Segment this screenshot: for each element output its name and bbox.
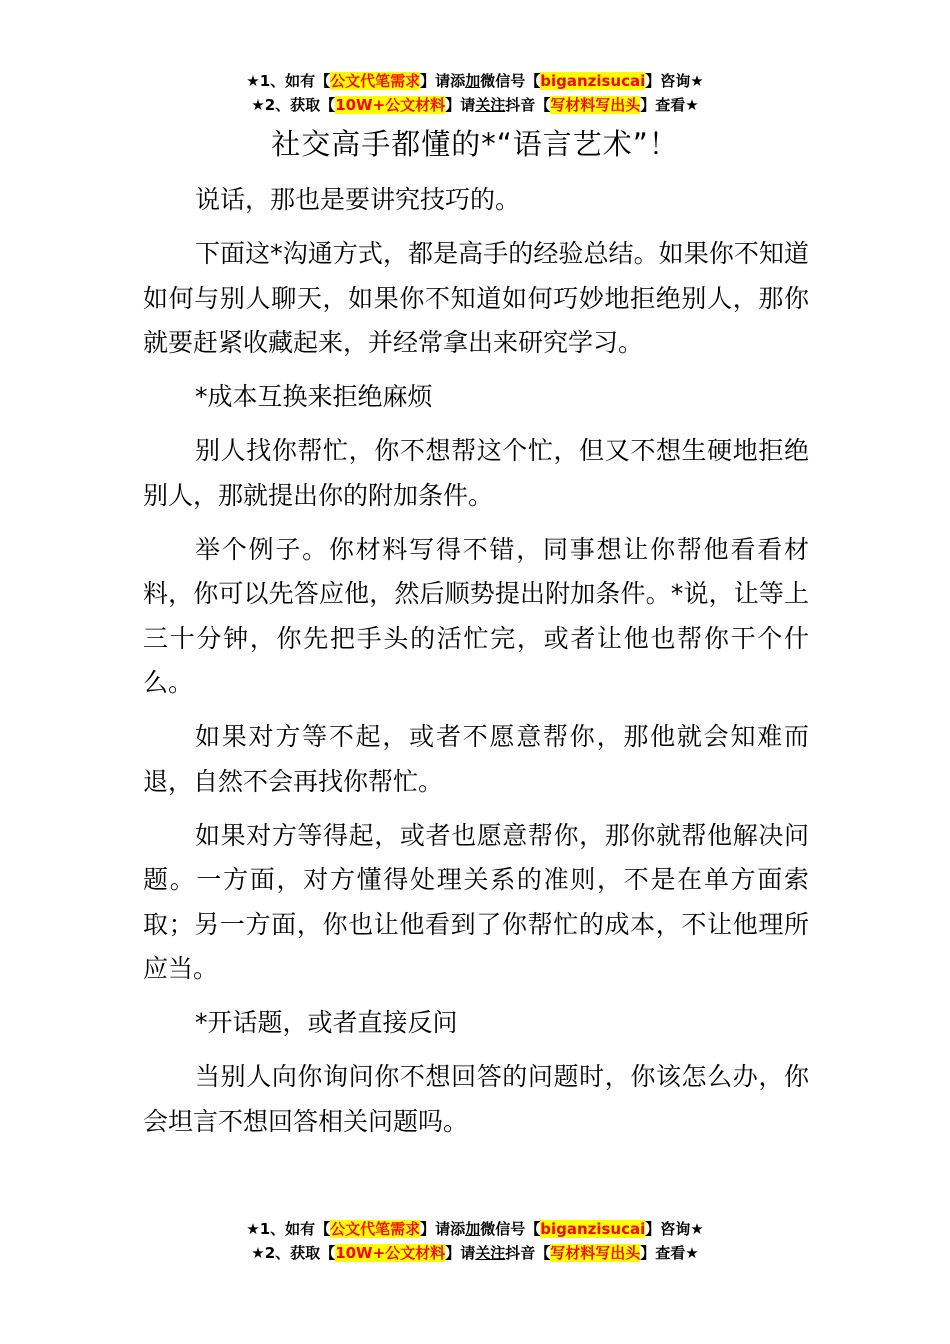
header-line-1-suffix: 】咨询★ — [645, 72, 704, 90]
footer-line-2-emphasis: 关注 — [475, 1244, 506, 1262]
ghostwriting-service-highlight: 公文代笔需求 — [330, 1220, 421, 1238]
footer-line-2-middle-2: 抖音【 — [505, 1244, 551, 1262]
douyin-account-highlight: 写材料写出头 — [550, 1244, 641, 1262]
paragraph: 举个例子。你材料写得不错，同事想让你帮他看看材料，你可以先答应他，然后顺势提出附加条件。*说，让等上三十分钟，你先把手头的活忙完，或者让他也帮你干个什么。 — [143, 534, 809, 697]
footer-line-2 — [0, 1241, 950, 1265]
paragraph: 说话，那也是要讲究技巧的。 — [195, 185, 521, 214]
footer-line-1-emphasis: 加 — [465, 1220, 481, 1238]
footer-line-1-suffix: 】咨询★ — [645, 1220, 704, 1238]
document-body — [143, 178, 809, 1154]
header-line-1 — [0, 69, 950, 93]
footer-line-1-prefix: ★1、如有【 — [246, 1220, 331, 1238]
paragraph: 别人找你帮忙，你不想帮这个忙，但又不想生硬地拒绝别人，那就提出你的附加条件。 — [143, 436, 809, 510]
footer-line-1 — [0, 1217, 950, 1241]
footer-line-2-prefix: ★2、获取【 — [251, 1244, 336, 1262]
paragraph: 如果对方等不起，或者不愿意帮你，那他就会知难而退，自然不会再找你帮忙。 — [143, 722, 809, 796]
header-line-1-emphasis: 加 — [465, 72, 481, 90]
section-heading: *成本互换来拒绝麻烦 — [195, 382, 433, 411]
wechat-id-highlight: biganzisucai — [540, 72, 646, 90]
header-line-2-emphasis: 关注 — [475, 96, 506, 114]
document-title: 社交高手都懂的*“语言艺术”！ — [271, 127, 679, 161]
section-heading: *开话题，或者直接反问 — [195, 1008, 458, 1037]
ghostwriting-service-highlight: 公文代笔需求 — [330, 72, 421, 90]
paragraph: 当别人向你询问你不想回答的问题时，你该怎么办，你会坦言不想回答相关问题吗。 — [143, 1062, 809, 1136]
header-line-1-middle-2: 微信号【 — [480, 72, 541, 90]
footer-line-2-middle: 】请 — [445, 1244, 476, 1262]
header-line-2-suffix: 】查看★ — [640, 96, 699, 114]
footer-banner — [0, 1217, 950, 1265]
footer-line-1-middle: 】请添 — [420, 1220, 466, 1238]
wechat-id-highlight: biganzisucai — [540, 1220, 646, 1238]
footer-line-1-middle-2: 微信号【 — [480, 1220, 541, 1238]
header-line-2-middle: 】请 — [445, 96, 476, 114]
header-line-2 — [0, 93, 950, 117]
footer-line-2-suffix: 】查看★ — [640, 1244, 699, 1262]
paragraph: 下面这*沟通方式，都是高手的经验总结。如果你不知道如何与别人聊天，如果你不知道如何巧妙地拒绝别人，那你就要赶紧收藏起来，并经常拿出来研究学习。 — [143, 239, 809, 357]
header-line-1-prefix: ★1、如有【 — [246, 72, 331, 90]
materials-offer-highlight: 10W+公文材料 — [335, 96, 446, 114]
materials-offer-highlight: 10W+公文材料 — [335, 1244, 446, 1262]
header-line-1-middle: 】请添 — [420, 72, 466, 90]
header-banner — [0, 69, 950, 117]
douyin-account-highlight: 写材料写出头 — [550, 96, 641, 114]
paragraph: 如果对方等得起，或者也愿意帮你，那你就帮他解决问题。一方面，对方懂得处理关系的准则，不是在单方面索取；另一方面，你也让他看到了你帮忙的成本，不让他理所应当。 — [143, 820, 809, 983]
header-line-2-prefix: ★2、获取【 — [251, 96, 336, 114]
header-line-2-middle-2: 抖音【 — [505, 96, 551, 114]
